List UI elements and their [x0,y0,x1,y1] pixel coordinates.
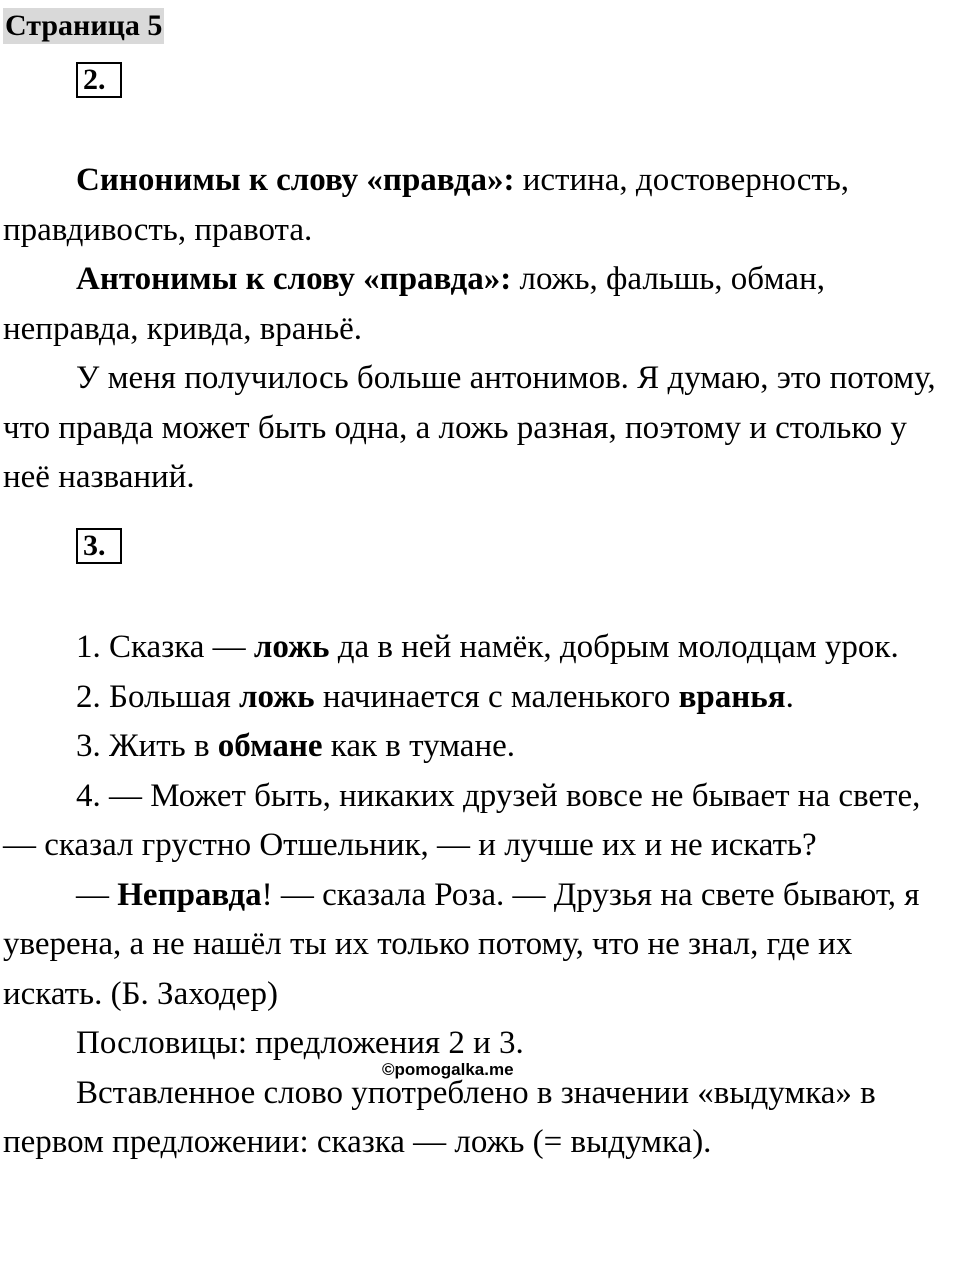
sentence-2 [3,673,953,723]
sentence-3-rest: как в тумане. [322,728,516,764]
sentence-5-dash: — [76,876,118,913]
sentence-2-end: . [785,678,794,715]
proverbs-note: Пословицы: предложения 2 и 3. [76,1025,524,1061]
task-2-text [3,156,953,503]
sentence-2-keyword-2: вранья [678,678,786,715]
synonyms-paragraph [3,156,953,255]
task-number-2: 2. [76,62,122,98]
sentence-4: 4. — Может быть, никаких друзей вовсе не бывает на свете, — сказал грустно Отшельник, — и лучше их и не искать? [3,777,921,863]
synonyms-label: Синонимы к слову «правда»: [76,162,515,198]
sentence-3 [3,722,953,772]
sentence-2-part: 2. Большая [76,678,240,715]
sentence-5 [3,871,953,1020]
sentence-1-part: 1. Сказка — [76,629,254,665]
sentence-1-keyword: ложь [253,629,330,665]
sentence-2-middle: начинается с маленького [314,678,679,715]
sentence-1 [3,623,953,673]
synonyms-list: истина, достоверность, правдивость, правота. [3,162,850,248]
antonyms-list: ложь, фальшь, обман, неправда, кривда, враньё. [3,261,825,347]
sentence-2-keyword-1: ложь [239,678,315,715]
page-title: Страница 5 [5,9,163,42]
watermark: ©pomogalka.me [382,1060,514,1079]
sentence-5-rest: ! — сказала Роза. — Друзья на свете бывают, я уверена, а не нашёл ты их только потому, что не знал, где их искать. (Б. Заходер) [3,876,920,1012]
sentence-3-part: 3. Жить в [76,728,218,764]
antonyms-paragraph [3,255,953,354]
task-number-3: 3. [76,528,122,564]
meaning-note: Вставленное слово употреблено в значении «выдумка» в первом предложении: сказка — ложь (= выдумка). [3,1074,876,1160]
sentence-1-rest: да в ней намёк, добрым молодцам урок. [329,629,899,665]
antonyms-label: Антонимы к слову «правда»: [76,261,512,297]
sentence-5-keyword: Неправда [117,876,262,913]
conclusion-paragraph: У меня получилось больше антонимов. Я думаю, это потому, что правда может быть одна, а ложь разная, поэтому и столько у неё названий. [3,360,936,495]
sentence-3-keyword: обмане [217,728,323,764]
task-3-text [3,623,953,1168]
